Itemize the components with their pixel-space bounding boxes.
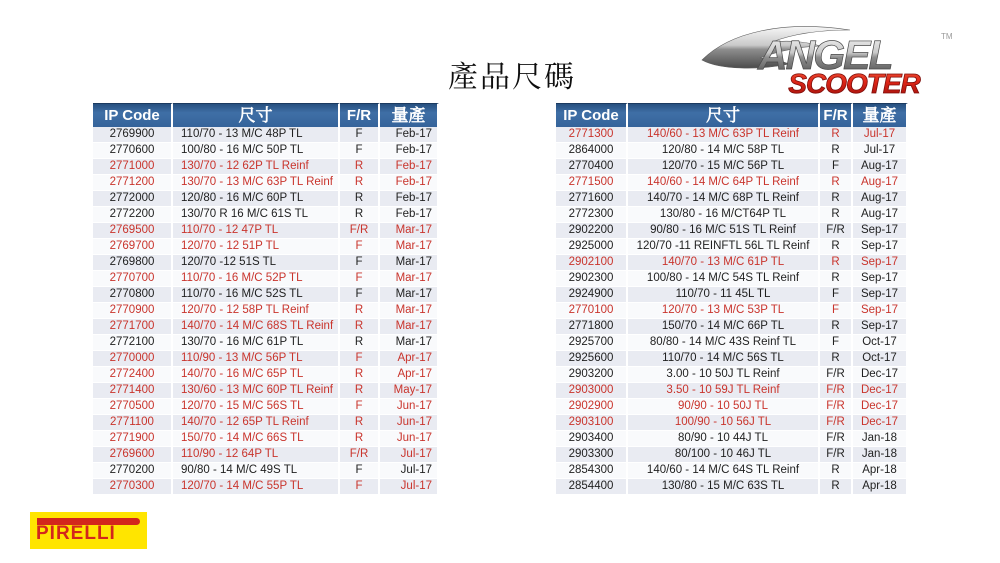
header-row xyxy=(556,103,908,127)
cell-date: Feb-17 xyxy=(380,207,439,223)
table-row xyxy=(556,191,908,207)
cell-fr: R xyxy=(820,463,853,479)
cell-size: 140/70 - 16 M/C 65P TL xyxy=(173,367,340,383)
cell-size: 130/70 - 13 M/C 63P TL Reinf xyxy=(173,175,340,191)
cell-ip-code: 2770800 xyxy=(93,287,173,303)
cell-ip-code: 2770200 xyxy=(93,463,173,479)
cell-size: 100/80 - 14 M/C 54S TL Reinf xyxy=(628,271,820,287)
cell-date: Jul-17 xyxy=(853,143,908,159)
cell-ip-code: 2770000 xyxy=(93,351,173,367)
cell-size: 120/70 -12 51S TL xyxy=(173,255,340,271)
table-row xyxy=(556,255,908,271)
cell-fr: R xyxy=(340,431,380,447)
cell-fr: F xyxy=(340,287,380,303)
cell-size: 90/80 - 14 M/C 49S TL xyxy=(173,463,340,479)
cell-ip-code: 2902200 xyxy=(556,223,628,239)
cell-size: 110/90 - 12 64P TL xyxy=(173,447,340,463)
table-row xyxy=(93,175,439,191)
cell-size: 110/70 - 14 M/C 56S TL xyxy=(628,351,820,367)
cell-size: 130/80 - 16 M/CT64P TL xyxy=(628,207,820,223)
table-row xyxy=(556,143,908,159)
cell-ip-code: 2769500 xyxy=(93,223,173,239)
table-row xyxy=(93,127,439,143)
scooter-logo-text: SCOOTER xyxy=(788,68,920,98)
cell-date: Apr-17 xyxy=(380,367,439,383)
cell-ip-code: 2903300 xyxy=(556,447,628,463)
cell-size: 120/70 - 15 M/C 56S TL xyxy=(173,399,340,415)
cell-size: 140/60 - 14 M/C 64P TL Reinf xyxy=(628,175,820,191)
cell-ip-code: 2771500 xyxy=(556,175,628,191)
table-row xyxy=(93,159,439,175)
cell-date: Jul-17 xyxy=(380,447,439,463)
cell-size: 120/80 - 16 M/C 60P TL xyxy=(173,191,340,207)
cell-date: Sep-17 xyxy=(853,271,908,287)
cell-size: 110/70 - 12 47P TL xyxy=(173,223,340,239)
table-row xyxy=(93,335,439,351)
cell-fr: F xyxy=(340,143,380,159)
cell-size: 120/70 - 13 M/C 53P TL xyxy=(628,303,820,319)
cell-fr: F/R xyxy=(820,415,853,431)
table-row xyxy=(556,159,908,175)
cell-ip-code: 2771100 xyxy=(93,415,173,431)
table-row xyxy=(556,431,908,447)
cell-fr: F/R xyxy=(820,223,853,239)
cell-fr: R xyxy=(340,335,380,351)
table-row xyxy=(93,479,439,495)
cell-fr: F xyxy=(820,159,853,175)
table-row xyxy=(93,399,439,415)
cell-fr: R xyxy=(820,143,853,159)
cell-size: 120/70 - 15 M/C 56P TL xyxy=(628,159,820,175)
cell-date: Jul-17 xyxy=(380,479,439,495)
cell-size: 150/70 - 14 M/C 66P TL xyxy=(628,319,820,335)
cell-size: 110/70 - 13 M/C 48P TL xyxy=(173,127,340,143)
cell-ip-code: 2771300 xyxy=(556,127,628,143)
cell-date: Feb-17 xyxy=(380,159,439,175)
cell-date: Dec-17 xyxy=(853,383,908,399)
cell-ip-code: 2854300 xyxy=(556,463,628,479)
table-row xyxy=(93,303,439,319)
cell-fr: F xyxy=(340,463,380,479)
cell-date: Dec-17 xyxy=(853,399,908,415)
cell-date: Sep-17 xyxy=(853,255,908,271)
table-row xyxy=(93,447,439,463)
cell-fr: F xyxy=(340,351,380,367)
cell-fr: F xyxy=(340,479,380,495)
header-date: 量產 xyxy=(380,103,439,127)
cell-ip-code: 2769800 xyxy=(93,255,173,271)
cell-fr: R xyxy=(820,191,853,207)
header-fr: F/R xyxy=(820,103,853,127)
table-row xyxy=(556,335,908,351)
table-row xyxy=(93,255,439,271)
cell-fr: R xyxy=(340,159,380,175)
cell-fr: F xyxy=(820,335,853,351)
cell-size: 90/80 - 16 M/C 51S TL Reinf xyxy=(628,223,820,239)
cell-date: Jun-17 xyxy=(380,415,439,431)
cell-size: 130/70 - 16 M/C 61P TL xyxy=(173,335,340,351)
cell-date: Jul-17 xyxy=(380,463,439,479)
cell-ip-code: 2770600 xyxy=(93,143,173,159)
cell-date: Mar-17 xyxy=(380,335,439,351)
header-ip-code: IP Code xyxy=(556,103,628,127)
cell-ip-code: 2771800 xyxy=(556,319,628,335)
cell-fr: F/R xyxy=(820,383,853,399)
cell-ip-code: 2771700 xyxy=(93,319,173,335)
cell-date: Aug-17 xyxy=(853,207,908,223)
cell-ip-code: 2903000 xyxy=(556,383,628,399)
cell-fr: F xyxy=(820,303,853,319)
cell-ip-code: 2770500 xyxy=(93,399,173,415)
cell-date: Dec-17 xyxy=(853,367,908,383)
cell-fr: R xyxy=(820,271,853,287)
header-size: 尺寸 xyxy=(173,103,340,127)
cell-date: Jun-17 xyxy=(380,431,439,447)
cell-size: 130/60 - 13 M/C 60P TL Reinf xyxy=(173,383,340,399)
cell-size: 130/70 R 16 M/C 61S TL xyxy=(173,207,340,223)
cell-ip-code: 2770300 xyxy=(93,479,173,495)
cell-date: Dec-17 xyxy=(853,415,908,431)
cell-ip-code: 2902300 xyxy=(556,271,628,287)
cell-ip-code: 2772300 xyxy=(556,207,628,223)
table-row xyxy=(93,383,439,399)
cell-ip-code: 2864000 xyxy=(556,143,628,159)
cell-date: Oct-17 xyxy=(853,335,908,351)
cell-size: 80/90 - 10 44J TL xyxy=(628,431,820,447)
cell-size: 140/70 - 14 M/C 68S TL Reinf xyxy=(173,319,340,335)
cell-date: Jul-17 xyxy=(853,127,908,143)
table-row xyxy=(556,383,908,399)
cell-ip-code: 2772000 xyxy=(93,191,173,207)
cell-fr: F xyxy=(820,287,853,303)
cell-date: Aug-17 xyxy=(853,175,908,191)
table-row xyxy=(93,319,439,335)
cell-ip-code: 2769900 xyxy=(93,127,173,143)
cell-fr: F/R xyxy=(340,447,380,463)
table-row xyxy=(93,239,439,255)
table-row xyxy=(556,319,908,335)
header-ip-code: IP Code xyxy=(93,103,173,127)
cell-date: Aug-17 xyxy=(853,191,908,207)
table-row xyxy=(556,271,908,287)
cell-ip-code: 2769600 xyxy=(93,447,173,463)
cell-ip-code: 2771600 xyxy=(556,191,628,207)
cell-ip-code: 2770900 xyxy=(93,303,173,319)
table-row xyxy=(93,431,439,447)
cell-date: Sep-17 xyxy=(853,223,908,239)
cell-fr: R xyxy=(340,383,380,399)
cell-date: Apr-18 xyxy=(853,479,908,495)
cell-ip-code: 2770700 xyxy=(93,271,173,287)
table-row xyxy=(93,351,439,367)
cell-ip-code: 2902900 xyxy=(556,399,628,415)
pirelli-logo xyxy=(30,512,147,549)
cell-ip-code: 2772100 xyxy=(93,335,173,351)
cell-fr: F xyxy=(340,399,380,415)
cell-ip-code: 2770100 xyxy=(556,303,628,319)
cell-ip-code: 2770400 xyxy=(556,159,628,175)
cell-date: Mar-17 xyxy=(380,223,439,239)
cell-date: Mar-17 xyxy=(380,287,439,303)
table-row xyxy=(556,351,908,367)
cell-date: Oct-17 xyxy=(853,351,908,367)
cell-date: Mar-17 xyxy=(380,319,439,335)
cell-ip-code: 2924900 xyxy=(556,287,628,303)
table-row xyxy=(93,223,439,239)
cell-size: 110/90 - 13 M/C 56P TL xyxy=(173,351,340,367)
table-row xyxy=(93,287,439,303)
cell-fr: F/R xyxy=(820,447,853,463)
cell-size: 150/70 - 14 M/C 66S TL xyxy=(173,431,340,447)
cell-date: Aug-17 xyxy=(853,159,908,175)
cell-ip-code: 2903400 xyxy=(556,431,628,447)
cell-date: Sep-17 xyxy=(853,319,908,335)
cell-fr: F/R xyxy=(820,431,853,447)
cell-size: 110/70 - 11 45L TL xyxy=(628,287,820,303)
cell-fr: R xyxy=(340,175,380,191)
table-row xyxy=(556,207,908,223)
cell-size: 3.50 - 10 59J TL Reinf xyxy=(628,383,820,399)
angel-scooter-logo xyxy=(698,14,960,98)
cell-size: 120/80 - 14 M/C 58P TL xyxy=(628,143,820,159)
cell-size: 140/60 - 14 M/C 64S TL Reinf xyxy=(628,463,820,479)
table-row xyxy=(556,127,908,143)
cell-fr: R xyxy=(340,303,380,319)
cell-size: 140/70 - 12 65P TL Reinf xyxy=(173,415,340,431)
cell-ip-code: 2902100 xyxy=(556,255,628,271)
table-row xyxy=(556,399,908,415)
cell-ip-code: 2769700 xyxy=(93,239,173,255)
cell-ip-code: 2771200 xyxy=(93,175,173,191)
table-row xyxy=(93,143,439,159)
cell-fr: R xyxy=(340,207,380,223)
cell-fr: F xyxy=(340,127,380,143)
table-row xyxy=(556,367,908,383)
cell-ip-code: 2772200 xyxy=(93,207,173,223)
cell-fr: F/R xyxy=(340,223,380,239)
cell-size: 130/70 - 12 62P TL Reinf xyxy=(173,159,340,175)
angel-tm-text: TM xyxy=(941,32,953,41)
table-row xyxy=(556,175,908,191)
cell-fr: R xyxy=(820,127,853,143)
page-title: 產品尺碼 xyxy=(448,61,576,94)
cell-size: 120/70 -11 REINFTL 56L TL Reinf xyxy=(628,239,820,255)
cell-fr: R xyxy=(340,415,380,431)
cell-fr: R xyxy=(340,367,380,383)
table-row xyxy=(556,239,908,255)
table-row xyxy=(93,367,439,383)
table-row xyxy=(556,287,908,303)
pirelli-logo-text: PIRELLI xyxy=(36,522,116,545)
header-size: 尺寸 xyxy=(628,103,820,127)
cell-date: Sep-17 xyxy=(853,303,908,319)
cell-fr: R xyxy=(820,255,853,271)
cell-size: 130/80 - 15 M/C 63S TL xyxy=(628,479,820,495)
header-date: 量產 xyxy=(853,103,908,127)
table-row xyxy=(93,191,439,207)
cell-fr: F xyxy=(340,239,380,255)
cell-date: Mar-17 xyxy=(380,239,439,255)
cell-date: May-17 xyxy=(380,383,439,399)
table-row xyxy=(556,303,908,319)
cell-ip-code: 2771900 xyxy=(93,431,173,447)
angel-logo-text: ANGEL xyxy=(758,32,892,78)
cell-fr: F xyxy=(340,271,380,287)
cell-size: 3.00 - 10 50J TL Reinf xyxy=(628,367,820,383)
cell-fr: R xyxy=(820,479,853,495)
cell-date: Feb-17 xyxy=(380,143,439,159)
table-row xyxy=(93,207,439,223)
cell-size: 120/70 - 12 51P TL xyxy=(173,239,340,255)
cell-date: Feb-17 xyxy=(380,175,439,191)
cell-date: Mar-17 xyxy=(380,303,439,319)
cell-date: Mar-17 xyxy=(380,255,439,271)
table-row xyxy=(556,447,908,463)
cell-size: 110/70 - 16 M/C 52S TL xyxy=(173,287,340,303)
cell-fr: R xyxy=(340,191,380,207)
cell-ip-code: 2771400 xyxy=(93,383,173,399)
table-row xyxy=(556,463,908,479)
header-row xyxy=(93,103,439,127)
cell-ip-code: 2771000 xyxy=(93,159,173,175)
table-row xyxy=(556,223,908,239)
table-row xyxy=(556,479,908,495)
cell-ip-code: 2925000 xyxy=(556,239,628,255)
cell-size: 90/90 - 10 50J TL xyxy=(628,399,820,415)
cell-date: Feb-17 xyxy=(380,127,439,143)
cell-date: Sep-17 xyxy=(853,287,908,303)
cell-size: 100/80 - 16 M/C 50P TL xyxy=(173,143,340,159)
cell-fr: F/R xyxy=(820,399,853,415)
table-row xyxy=(93,415,439,431)
cell-size: 140/70 - 13 M/C 61P TL xyxy=(628,255,820,271)
cell-size: 110/70 - 16 M/C 52P TL xyxy=(173,271,340,287)
cell-fr: R xyxy=(820,207,853,223)
cell-size: 120/70 - 12 58P TL Reinf xyxy=(173,303,340,319)
cell-date: Jan-18 xyxy=(853,431,908,447)
cell-size: 140/70 - 14 M/C 68P TL Reinf xyxy=(628,191,820,207)
cell-fr: R xyxy=(820,351,853,367)
cell-size: 120/70 - 14 M/C 55P TL xyxy=(173,479,340,495)
cell-ip-code: 2772400 xyxy=(93,367,173,383)
product-size-table-right xyxy=(556,103,908,495)
cell-size: 100/90 - 10 56J TL xyxy=(628,415,820,431)
cell-date: Feb-17 xyxy=(380,191,439,207)
header-fr: F/R xyxy=(340,103,380,127)
cell-fr: R xyxy=(340,319,380,335)
cell-fr: R xyxy=(820,175,853,191)
cell-size: 80/80 - 14 M/C 43S Reinf TL xyxy=(628,335,820,351)
cell-ip-code: 2903200 xyxy=(556,367,628,383)
cell-fr: R xyxy=(820,239,853,255)
cell-ip-code: 2854400 xyxy=(556,479,628,495)
table-row xyxy=(556,415,908,431)
cell-fr: F/R xyxy=(820,367,853,383)
cell-ip-code: 2925700 xyxy=(556,335,628,351)
table-row xyxy=(93,271,439,287)
cell-fr: R xyxy=(820,319,853,335)
cell-fr: F xyxy=(340,255,380,271)
cell-ip-code: 2925600 xyxy=(556,351,628,367)
cell-date: Mar-17 xyxy=(380,271,439,287)
cell-ip-code: 2903100 xyxy=(556,415,628,431)
table-row xyxy=(93,463,439,479)
cell-date: Apr-17 xyxy=(380,351,439,367)
cell-date: Jan-18 xyxy=(853,447,908,463)
cell-date: Jun-17 xyxy=(380,399,439,415)
product-size-table-left xyxy=(93,103,439,495)
cell-size: 140/60 - 13 M/C 63P TL Reinf xyxy=(628,127,820,143)
cell-size: 80/100 - 10 46J TL xyxy=(628,447,820,463)
cell-date: Sep-17 xyxy=(853,239,908,255)
cell-date: Apr-18 xyxy=(853,463,908,479)
